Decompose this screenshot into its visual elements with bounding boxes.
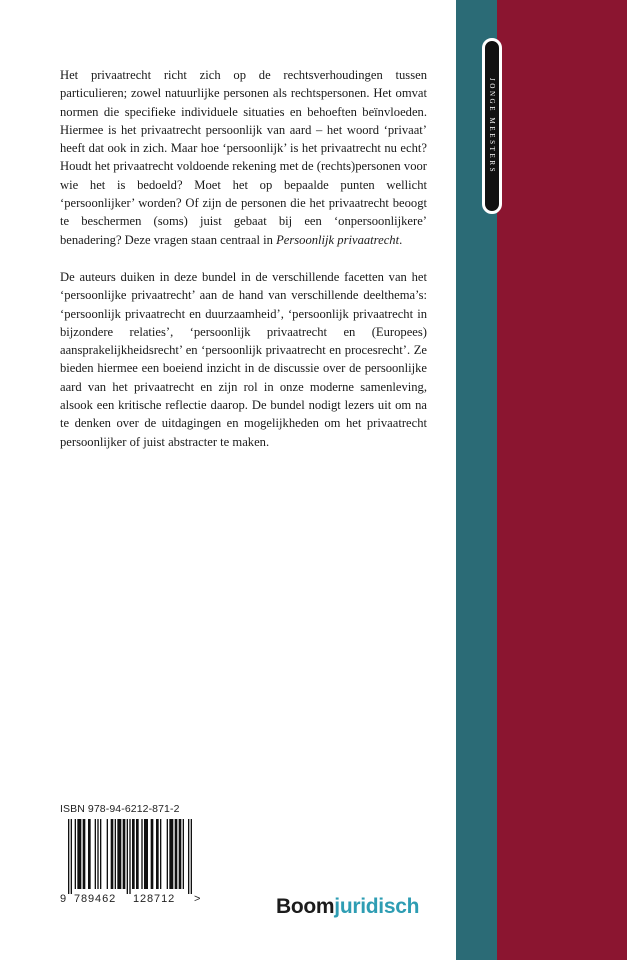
barcode-bar <box>169 819 173 889</box>
publisher-logo <box>276 895 419 919</box>
barcode-digits <box>60 893 200 907</box>
barcode-bar <box>136 819 139 889</box>
blurb-paragraph-1 <box>60 66 427 249</box>
barcode-bar <box>151 819 154 889</box>
barcode-bar <box>175 819 178 889</box>
blurb-p1-text: Het privaatrecht richt zich op de rechtsverhoudingen tussen particulieren; zowel natuurlijke personen als rechtspersonen. Het omvat normen die specifieke individuele situaties en behoeften beïnvloeden. Hiermee is het privaatrecht persoonlijk van aard – het woord ‘privaat’ heeft dat ook in zich. Maar hoe ‘persoonlijk’ is het privaatrecht nu echt? Houdt het privaatrecht voldoende rekening met de (rechts)personen voor wie het is bedoeld? Moet het op bepaalde punten wellicht ‘persoonlijker’ worden? Of zijn de personen die het privaatrecht beoogt te beschermen (soms) juist gebaat bij een ‘onpersoonlijkere’ benadering? Deze vragen staan centraal in <box>60 68 427 247</box>
barcode-bar <box>188 819 189 894</box>
barcode-bar <box>83 819 86 889</box>
barcode-bar <box>68 819 69 894</box>
barcode-digits-right: 128712 <box>133 893 176 905</box>
red-spine-band <box>497 0 627 960</box>
barcode-bar <box>127 819 128 894</box>
barcode-bar <box>123 819 126 889</box>
barcode-bar <box>107 819 108 889</box>
blurb-p1-end: . <box>399 232 403 247</box>
barcode-bar <box>95 819 96 889</box>
barcode-bar <box>132 819 135 889</box>
barcode-bar <box>129 819 130 894</box>
barcode-bar <box>88 819 91 889</box>
barcode-bar <box>71 819 72 894</box>
barcode-bar <box>191 819 192 894</box>
barcode-bar <box>100 819 101 889</box>
barcode-bar <box>183 819 184 889</box>
barcode-bar <box>160 819 161 889</box>
isbn-barcode <box>68 819 192 894</box>
barcode-bar <box>75 819 76 889</box>
barcode-bar <box>115 819 116 889</box>
barcode-bar <box>111 819 114 889</box>
barcode-digits-left: 789462 <box>74 893 117 905</box>
barcode-bar <box>117 819 121 889</box>
barcode-bar <box>97 819 98 889</box>
series-label: JONGE MEESTERS <box>488 77 496 175</box>
barcode-bar <box>141 819 142 889</box>
barcode-bar <box>167 819 168 889</box>
barcode-digit-first: 9 <box>60 893 67 905</box>
book-title-italic: Persoonlijk privaatrecht <box>276 232 400 247</box>
barcode-bar <box>144 819 148 889</box>
series-label-badge <box>482 38 502 214</box>
blurb-paragraph-2: De auteurs duiken in deze bundel in de verschillende facetten van het ‘persoonlijke privaatrecht’ aan de hand van verschillende deelthema’s: ‘persoonlijk privaatrecht en duurzaamheid’, ‘persoonlijk privaatrecht in bijzondere relaties’, ‘persoonlijk privaatrecht en (Europees) aansprakelijkheidsrecht’ en ‘persoonlijk privaatrecht en procesrecht’. Ze bieden hiermee een boeiend inzicht in de discussie over de persoonlijke aard van het privaatrecht en zijn rol in onze moderne samenleving, alsook een kritische reflectie daarop. De bundel nodigt lezers uit om na te denken over de uitdagingen en mogelijkheden om het privaatrecht persoonlijker of juist abstracter te maken. <box>60 270 427 449</box>
barcode-bar <box>156 819 159 889</box>
isbn-label: ISBN 978-94-6212-871-2 <box>60 803 180 815</box>
publisher-name-part2: juridisch <box>334 895 420 918</box>
barcode-bar <box>179 819 182 889</box>
publisher-name-part1: Boom <box>276 895 335 918</box>
barcode-quiet-zone-mark: > <box>194 893 201 905</box>
barcode-bar <box>77 819 81 889</box>
